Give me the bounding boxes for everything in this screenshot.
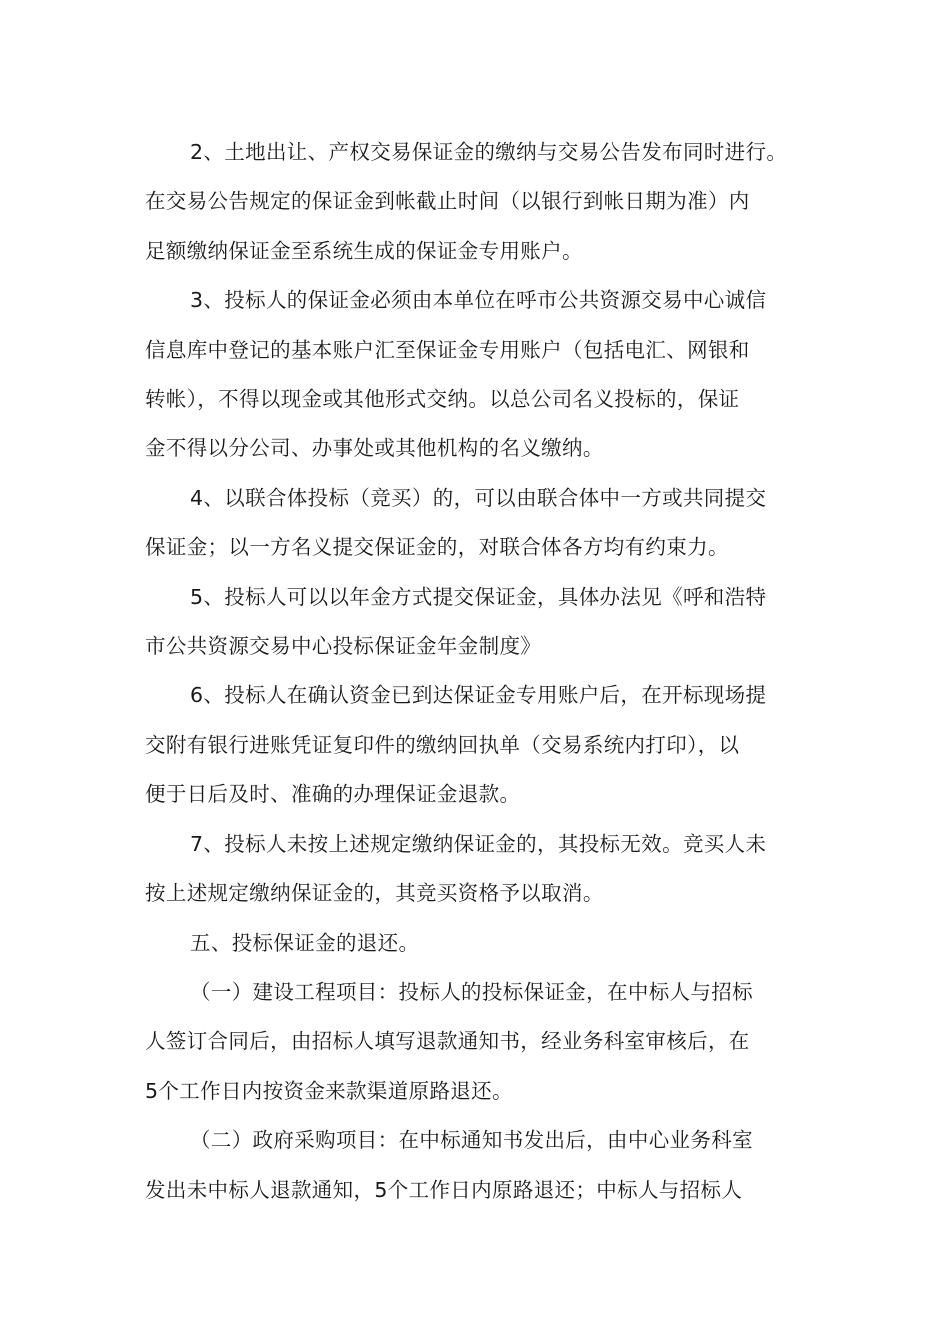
text-line: 五、投标保证金的退还。	[190, 930, 420, 955]
text-line: 足额缴纳保证金至系统生成的保证金专用账户。	[145, 238, 583, 263]
text-line: 交附有银行进账凭证复印件的缴纳回执单（交易系统内打印），以	[145, 732, 740, 757]
section-heading-refund	[145, 919, 815, 968]
text-line: 发出未中标人退款通知，5个工作日内原路退还；中标人与招标人	[145, 1177, 743, 1202]
text-line: （一）建设工程项目：投标人的投标保证金，在中标人与招标	[190, 979, 753, 1004]
paragraph-procurement-refund	[145, 1116, 815, 1215]
text-line: 2、土地出让、产权交易保证金的缴纳与交易公告发布同时进行。	[190, 140, 788, 164]
text-line: 市公共资源交易中心投标保证金年金制度》	[145, 634, 542, 659]
text-line: 5个工作日内按资金来款渠道原路退还。	[145, 1078, 513, 1103]
paragraph-annual-deposit	[145, 573, 815, 672]
document-body	[145, 128, 815, 1215]
paragraph-receipt	[145, 671, 815, 819]
text-line: 按上述规定缴纳保证金的，其竞买资格予以取消。	[145, 881, 604, 906]
paragraph-construction-refund	[145, 968, 815, 1116]
text-line: 4、以联合体投标（竞买）的，可以由联合体中一方或共同提交	[190, 485, 767, 510]
paragraph-invalid-bid	[145, 820, 815, 919]
paragraph-consortium	[145, 474, 815, 573]
text-line: 7、投标人未按上述规定缴纳保证金的，其投标无效。竞买人未	[190, 831, 767, 856]
paragraph-deposit-source	[145, 276, 815, 474]
text-line: 信息库中登记的基本账户汇至保证金专用账户（包括电汇、网银和	[145, 337, 750, 362]
text-line: 保证金；以一方名义提交保证金的，对联合体各方均有约束力。	[145, 535, 729, 560]
text-line: 金不得以分公司、办事处或其他机构的名义缴纳。	[145, 436, 604, 461]
text-line: 6、投标人在确认资金已到达保证金专用账户后，在开标现场提	[190, 683, 767, 708]
text-line: 便于日后及时、准确的办理保证金退款。	[145, 782, 521, 807]
text-line: 人签订合同后，由招标人填写退款通知书，经业务科室审核后，在	[145, 1029, 750, 1054]
text-line: 在交易公告规定的保证金到帐截止时间（以银行到帐日期为准）内	[145, 189, 750, 214]
text-line: （二）政府采购项目：在中标通知书发出后，由中心业务科室	[190, 1128, 753, 1153]
paragraph-deposit-timing	[145, 128, 815, 276]
text-line: 转帐），不得以现金或其他形式交纳。以总公司名义投标的，保证	[145, 387, 740, 412]
text-line: 5、投标人可以以年金方式提交保证金，具体办法见《呼和浩特	[190, 584, 767, 609]
text-line: 3、投标人的保证金必须由本单位在呼市公共资源交易中心诚信	[190, 288, 767, 313]
